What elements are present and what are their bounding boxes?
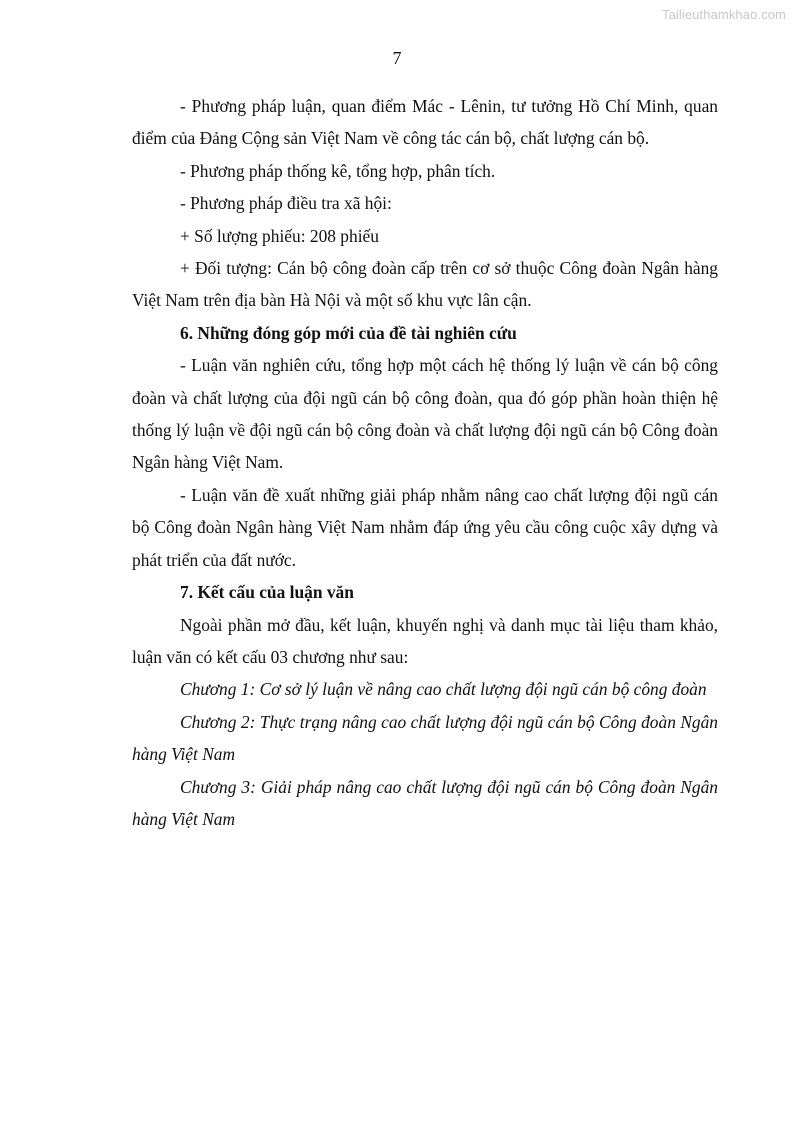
- document-body: [132, 90, 718, 835]
- paragraph-statistics-method: - Phương pháp thống kê, tổng hợp, phân tích.: [180, 160, 496, 181]
- paragraph-contribution-1: - Luận văn nghiên cứu, tổng hợp một cách hệ thống lý luận về cán bộ công đoàn và chất lượng của đội ngũ cán bộ công đoàn, qua đó góp phần hoàn thiện hệ thống lý luận về đội ngũ cán bộ công đoàn và chất lượng đội ngũ cán bộ Công đoàn Ngân hàng Việt Nam.: [132, 355, 718, 473]
- chapter-2-title: Chương 2: Thực trạng nâng cao chất lượng đội ngũ cán bộ Công đoàn Ngân hàng Việt Nam: [132, 711, 718, 765]
- paragraph-survey-count: + Số lượng phiếu: 208 phiếu: [180, 225, 379, 246]
- paragraph-survey-subjects: + Đối tượng: Cán bộ công đoàn cấp trên cơ sở thuộc Công đoàn Ngân hàng Việt Nam trên địa bàn Hà Nội và một số khu vực lân cận.: [132, 258, 718, 311]
- section-heading-contributions: 6. Những đóng góp mới của đề tài nghiên cứu: [180, 322, 517, 343]
- page-number: 7: [392, 48, 402, 68]
- paragraph-structure-intro: Ngoài phần mở đầu, kết luận, khuyến nghị và danh mục tài liệu tham khảo, luận văn có kết cấu 03 chương như sau:: [132, 614, 718, 667]
- paragraph-methodology: - Phương pháp luận, quan điểm Mác - Lênin, tư tưởng Hồ Chí Minh, quan điểm của Đảng Cộng sản Việt Nam về công tác cán bộ, chất lượng cán bộ.: [132, 96, 718, 149]
- section-heading-structure: 7. Kết cấu của luận văn: [180, 582, 354, 603]
- chapter-1-title: Chương 1: Cơ sở lý luận về nâng cao chất lượng đội ngũ cán bộ công đoàn: [180, 679, 707, 700]
- watermark-text: Tailieuthamkhao.com: [661, 7, 786, 22]
- paragraph-contribution-2: - Luận văn đề xuất những giải pháp nhằm nâng cao chất lượng đội ngũ cán bộ Công đoàn Ngân hàng Việt Nam nhằm đáp ứng yêu cầu công cuộc xây dựng và phát triển của đất nước.: [132, 484, 718, 570]
- paragraph-survey-method: - Phương pháp điều tra xã hội:: [180, 193, 392, 214]
- chapter-3-title: Chương 3: Giải pháp nâng cao chất lượng đội ngũ cán bộ Công đoàn Ngân hàng Việt Nam: [132, 776, 718, 829]
